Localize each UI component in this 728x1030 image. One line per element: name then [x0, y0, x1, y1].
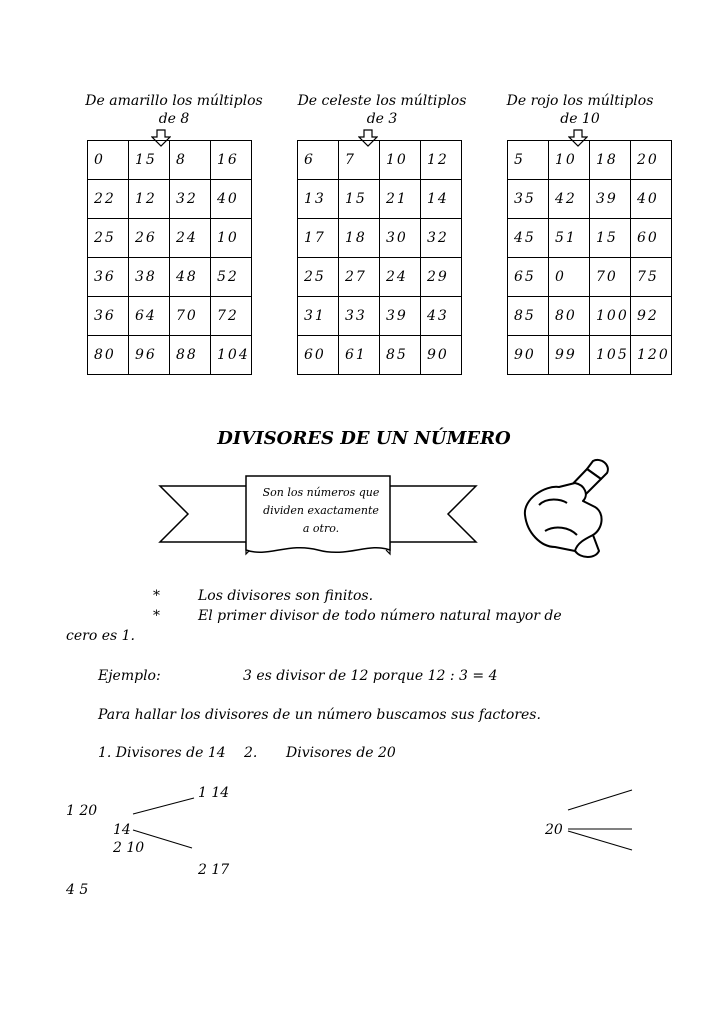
- grid-cell[interactable]: 15: [129, 141, 170, 180]
- grid-row: [298, 219, 462, 258]
- grid-row: [88, 258, 252, 297]
- grid-cell[interactable]: 25: [88, 219, 129, 258]
- grid-cell[interactable]: 80: [549, 297, 590, 336]
- grid-cell[interactable]: 60: [631, 219, 672, 258]
- grid-cell[interactable]: 92: [631, 297, 672, 336]
- grid-cell[interactable]: 36: [88, 297, 129, 336]
- bullet-text: Los divisores son finitos.: [198, 588, 374, 604]
- grid-cell[interactable]: 12: [129, 180, 170, 219]
- grid-cell[interactable]: 6: [298, 141, 339, 180]
- grid-cell[interactable]: 31: [298, 297, 339, 336]
- grid-cell[interactable]: 100: [590, 297, 631, 336]
- instruction-red-line1: De rojo los múltiplos: [506, 93, 654, 109]
- tree-label: 2 17: [198, 862, 230, 878]
- grid-row: [508, 258, 672, 297]
- grid-cell[interactable]: 24: [170, 219, 211, 258]
- grid-row: [298, 297, 462, 336]
- grid-cell[interactable]: 29: [421, 258, 462, 297]
- grid-cell[interactable]: 39: [590, 180, 631, 219]
- exercise-2-title: Divisores de 20: [286, 745, 396, 761]
- grid-cell[interactable]: 70: [590, 258, 631, 297]
- grid-cell[interactable]: 8: [170, 141, 211, 180]
- grid-cell[interactable]: 61: [339, 336, 380, 375]
- bullet-marker: *: [153, 608, 160, 624]
- grid-cell[interactable]: 16: [211, 141, 252, 180]
- grid-cell[interactable]: 26: [129, 219, 170, 258]
- instruction-yellow-line2: de 8: [158, 111, 190, 127]
- tree-label: 14: [113, 822, 131, 838]
- grid-cell[interactable]: 0: [549, 258, 590, 297]
- grid-cell[interactable]: 65: [508, 258, 549, 297]
- grid-cell[interactable]: 60: [298, 336, 339, 375]
- instruction-red-line2: de 10: [560, 111, 600, 127]
- grid-cell[interactable]: 51: [549, 219, 590, 258]
- grid-cell[interactable]: 85: [508, 297, 549, 336]
- grid-cell[interactable]: 25: [298, 258, 339, 297]
- grid-cell[interactable]: 32: [421, 219, 462, 258]
- grid-cell[interactable]: 17: [298, 219, 339, 258]
- grid-cell[interactable]: 13: [298, 180, 339, 219]
- grid-row: [88, 180, 252, 219]
- grid-row: [508, 219, 672, 258]
- factor-intro: Para hallar los divisores de un número buscamos sus factores.: [98, 707, 541, 723]
- bullet-marker: *: [153, 588, 160, 604]
- grid-cell[interactable]: 120: [631, 336, 672, 375]
- grid-cell[interactable]: 88: [170, 336, 211, 375]
- grid-cell[interactable]: 36: [88, 258, 129, 297]
- exercise-1-title: 1. Divisores de 14: [98, 745, 226, 761]
- grid-cell[interactable]: 52: [211, 258, 252, 297]
- tree-label: 1 14: [198, 785, 230, 801]
- grid-row: [508, 141, 672, 180]
- grid-cell[interactable]: 90: [421, 336, 462, 375]
- grid-cell[interactable]: 24: [380, 258, 421, 297]
- grid-cell[interactable]: 22: [88, 180, 129, 219]
- bullet-text: El primer divisor de todo número natural mayor de: [198, 608, 562, 624]
- grid-cell[interactable]: 42: [549, 180, 590, 219]
- factor-tree-lines: [0, 780, 728, 880]
- grid-cell[interactable]: 70: [170, 297, 211, 336]
- grid-row: [298, 258, 462, 297]
- tree-label: 2 10: [113, 840, 145, 856]
- grid-cell[interactable]: 96: [129, 336, 170, 375]
- grid-cell[interactable]: 64: [129, 297, 170, 336]
- grid-cell[interactable]: 40: [211, 180, 252, 219]
- tree-label: 4 5: [66, 882, 89, 898]
- instruction-yellow: [74, 92, 274, 128]
- grid-row: [508, 297, 672, 336]
- grid-cell[interactable]: 5: [508, 141, 549, 180]
- exercise-2-number: 2.: [244, 745, 258, 761]
- grid-multiples-10: [507, 140, 672, 375]
- grid-cell[interactable]: 18: [339, 219, 380, 258]
- grid-row: [508, 180, 672, 219]
- grid-cell[interactable]: 32: [170, 180, 211, 219]
- grid-cell[interactable]: 10: [549, 141, 590, 180]
- instruction-red: [480, 92, 680, 128]
- example-text: 3 es divisor de 12 porque 12 : 3 = 4: [243, 668, 498, 684]
- grid-row: [298, 180, 462, 219]
- banner-line3: a otro.: [302, 522, 340, 535]
- tree-label: 20: [545, 822, 563, 838]
- instruction-blue: [282, 92, 482, 128]
- grid-cell[interactable]: 10: [380, 141, 421, 180]
- grid-row: [298, 141, 462, 180]
- page-heading: DIVISORES DE UN NÚMERO: [217, 428, 511, 449]
- grid-cell[interactable]: 45: [508, 219, 549, 258]
- grid-cell[interactable]: 0: [88, 141, 129, 180]
- example-label: Ejemplo:: [98, 668, 161, 684]
- banner-line1: Son los números que: [262, 486, 380, 499]
- grid-row: [88, 141, 252, 180]
- bullet-continuation: cero es 1.: [66, 628, 135, 644]
- grid-cell[interactable]: 27: [339, 258, 380, 297]
- grid-cell[interactable]: 48: [170, 258, 211, 297]
- pencil-hand-icon: [515, 455, 615, 565]
- grid-cell[interactable]: 18: [590, 141, 631, 180]
- banner-text: [246, 484, 396, 538]
- grid-cell[interactable]: 38: [129, 258, 170, 297]
- grid-cell[interactable]: 15: [339, 180, 380, 219]
- grid-cell[interactable]: 7: [339, 141, 380, 180]
- grid-cell[interactable]: 85: [380, 336, 421, 375]
- instruction-yellow-line1: De amarillo los múltiplos: [85, 93, 263, 109]
- instruction-blue-line2: de 3: [366, 111, 398, 127]
- grid-cell[interactable]: 12: [421, 141, 462, 180]
- grid-row: [88, 336, 252, 375]
- grid-row: [88, 219, 252, 258]
- grid-cell[interactable]: 39: [380, 297, 421, 336]
- grid-row: [88, 297, 252, 336]
- banner-line2: dividen exactamente: [263, 504, 379, 517]
- grid-cell[interactable]: 90: [508, 336, 549, 375]
- grid-row: [298, 336, 462, 375]
- grid-cell[interactable]: 21: [380, 180, 421, 219]
- grid-multiples-3: [297, 140, 462, 375]
- grid-cell[interactable]: 72: [211, 297, 252, 336]
- grid-cell[interactable]: 104: [211, 336, 252, 375]
- grid-cell[interactable]: 99: [549, 336, 590, 375]
- grid-cell[interactable]: 75: [631, 258, 672, 297]
- grid-row: [508, 336, 672, 375]
- grid-cell[interactable]: 43: [421, 297, 462, 336]
- grid-cell[interactable]: 33: [339, 297, 380, 336]
- grid-cell[interactable]: 80: [88, 336, 129, 375]
- grid-cell[interactable]: 105: [590, 336, 631, 375]
- grid-cell[interactable]: 35: [508, 180, 549, 219]
- grid-cell[interactable]: 14: [421, 180, 462, 219]
- grid-multiples-8: [87, 140, 252, 375]
- grid-cell[interactable]: 20: [631, 141, 672, 180]
- grid-cell[interactable]: 30: [380, 219, 421, 258]
- grid-cell[interactable]: 15: [590, 219, 631, 258]
- tree-label: 1 20: [66, 803, 98, 819]
- instruction-blue-line1: De celeste los múltiplos: [297, 93, 467, 109]
- grid-cell[interactable]: 40: [631, 180, 672, 219]
- grid-cell[interactable]: 10: [211, 219, 252, 258]
